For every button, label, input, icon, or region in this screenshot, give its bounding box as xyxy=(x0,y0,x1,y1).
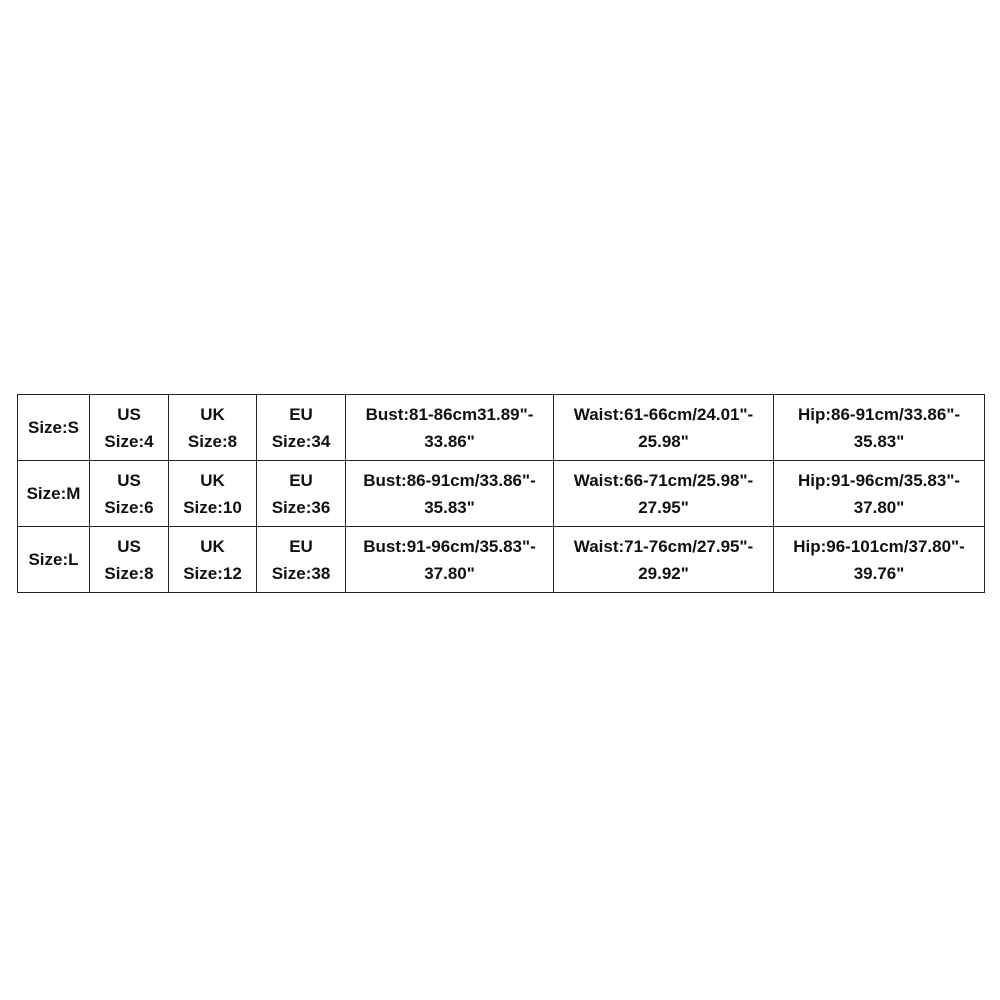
eu-size-value: Size:36 xyxy=(271,497,331,517)
uk-label: UK xyxy=(200,536,225,556)
hip-cell xyxy=(774,527,985,593)
uk-label: UK xyxy=(200,470,225,490)
waist-cell xyxy=(554,461,774,527)
us-size-value: Size:6 xyxy=(104,497,154,517)
eu-size-cell xyxy=(257,527,346,593)
hip-cell xyxy=(774,461,985,527)
size-label: Size:M xyxy=(26,484,81,503)
eu-size-value: Size:38 xyxy=(271,563,331,583)
hip-cell xyxy=(774,395,985,461)
table-row xyxy=(18,527,985,593)
waist-cell xyxy=(554,527,774,593)
uk-size-value: Size:12 xyxy=(183,563,242,583)
us-label: US xyxy=(117,404,141,424)
bust-range: Bust:86-91cm/33.86"- xyxy=(363,470,536,490)
us-size-cell xyxy=(90,527,169,593)
waist-range: Waist:66-71cm/25.98"- xyxy=(573,470,754,490)
waist-range: Waist:71-76cm/27.95"- xyxy=(573,536,754,556)
bust-cell xyxy=(346,395,554,461)
hip-range: Hip:96-101cm/37.80"- xyxy=(793,536,965,556)
hip-range-end: 39.76" xyxy=(853,563,905,583)
hip-range-end: 37.80" xyxy=(853,497,905,517)
bust-range-end: 33.86" xyxy=(424,431,475,451)
eu-label: EU xyxy=(289,536,313,556)
size-label: Size:L xyxy=(28,550,79,569)
waist-range: Waist:61-66cm/24.01"- xyxy=(573,404,754,424)
waist-range-end: 27.95" xyxy=(638,497,689,517)
eu-size-value: Size:34 xyxy=(271,431,331,451)
uk-size-cell xyxy=(169,527,257,593)
hip-range: Hip:91-96cm/35.83"- xyxy=(797,470,961,490)
eu-size-cell xyxy=(257,461,346,527)
uk-size-value: Size:10 xyxy=(183,497,242,517)
bust-range: Bust:91-96cm/35.83"- xyxy=(363,536,536,556)
bust-cell xyxy=(346,527,554,593)
bust-range-end: 37.80" xyxy=(424,563,475,583)
eu-label: EU xyxy=(289,404,313,424)
table-row xyxy=(18,395,985,461)
table-row xyxy=(18,461,985,527)
waist-cell xyxy=(554,395,774,461)
us-label: US xyxy=(117,470,141,490)
uk-size-value: Size:8 xyxy=(187,431,238,451)
eu-size-cell xyxy=(257,395,346,461)
us-size-value: Size:8 xyxy=(104,563,154,583)
bust-range-end: 35.83" xyxy=(424,497,475,517)
uk-size-cell xyxy=(169,461,257,527)
bust-cell xyxy=(346,461,554,527)
size-cell xyxy=(18,395,90,461)
us-size-value: Size:4 xyxy=(104,431,154,451)
size-chart-table xyxy=(17,394,985,593)
size-label: Size:S xyxy=(27,418,80,437)
size-cell xyxy=(18,461,90,527)
us-size-cell xyxy=(90,461,169,527)
bust-range: Bust:81-86cm31.89"- xyxy=(365,404,534,424)
size-cell xyxy=(18,527,90,593)
uk-label: UK xyxy=(200,404,225,424)
waist-range-end: 29.92" xyxy=(638,563,689,583)
us-size-cell xyxy=(90,395,169,461)
hip-range-end: 35.83" xyxy=(853,431,905,451)
us-label: US xyxy=(117,536,141,556)
uk-size-cell xyxy=(169,395,257,461)
eu-label: EU xyxy=(289,470,313,490)
waist-range-end: 25.98" xyxy=(638,431,689,451)
hip-range: Hip:86-91cm/33.86"- xyxy=(797,404,961,424)
